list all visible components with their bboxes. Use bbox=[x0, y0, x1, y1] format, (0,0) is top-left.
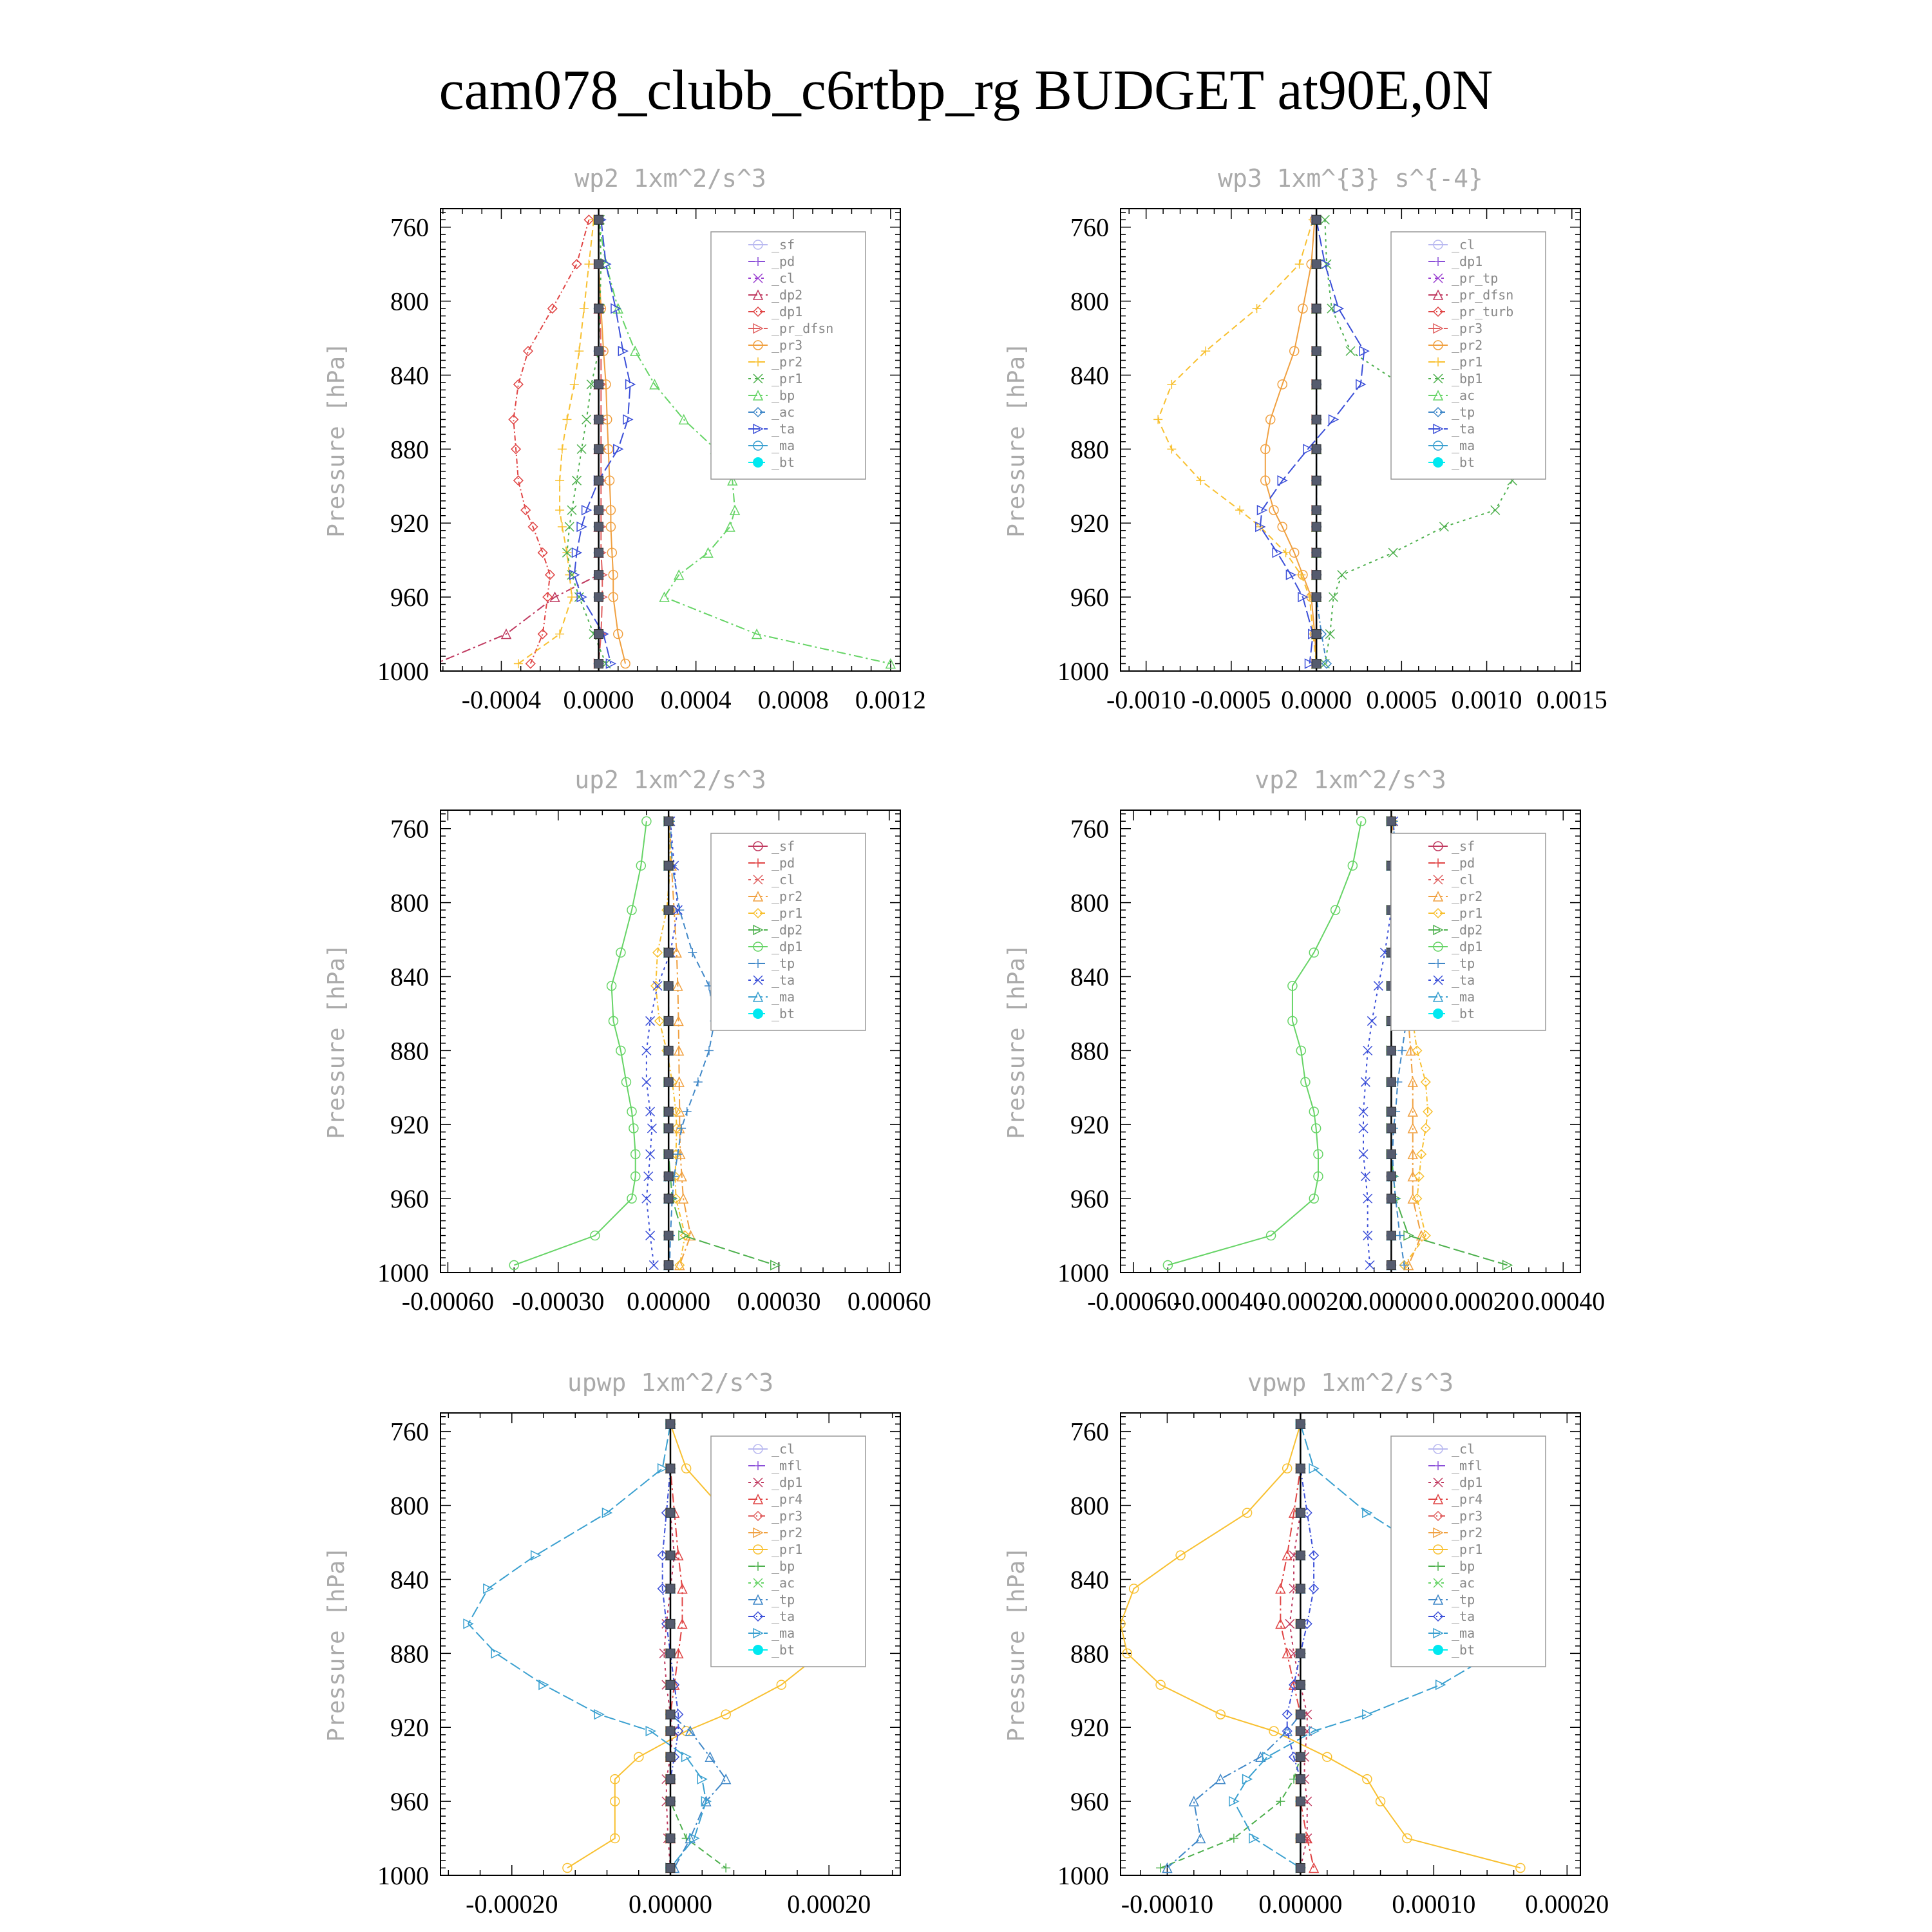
zero-marker bbox=[1312, 571, 1321, 580]
legend-label: _bt bbox=[772, 1006, 795, 1021]
legend-label: _pr2 bbox=[772, 889, 803, 904]
legend-label: _dp1 bbox=[1452, 939, 1483, 954]
x-tick-label: 0.00000 bbox=[629, 1889, 712, 1918]
legend-label: _mfl bbox=[1452, 1458, 1483, 1473]
legend-label: _ma bbox=[1452, 989, 1475, 1005]
legend-label: _dp2 bbox=[772, 287, 803, 303]
figure-title: cam078_clubb_c6rtbp_rg BUDGET at90E,0N bbox=[439, 59, 1493, 122]
legend-marker bbox=[753, 457, 763, 468]
zero-marker bbox=[594, 476, 603, 485]
y-tick-label: 840 bbox=[1070, 1565, 1109, 1595]
legend-label: _dp1 bbox=[1452, 1475, 1483, 1490]
x-tick-label: 0.00060 bbox=[847, 1287, 931, 1316]
x-tick-label: 0.0000 bbox=[1281, 685, 1352, 714]
legend-label: _sf bbox=[772, 838, 795, 854]
zero-marker bbox=[1387, 1261, 1396, 1270]
y-tick-label: 880 bbox=[1070, 1036, 1109, 1066]
zero-marker bbox=[594, 630, 603, 639]
zero-marker bbox=[1312, 260, 1321, 269]
y-axis-label: Pressure [hPa] bbox=[323, 342, 350, 538]
y-tick-label: 760 bbox=[390, 213, 429, 242]
panel-1 bbox=[323, 164, 926, 714]
x-tick-label: -0.00030 bbox=[512, 1287, 605, 1316]
legend-label: _dp2 bbox=[772, 922, 803, 938]
legend-label: _ac bbox=[772, 1575, 795, 1591]
legend-label: _cl bbox=[1452, 872, 1475, 887]
y-tick-label: 880 bbox=[390, 435, 429, 464]
legend-label: _bt bbox=[1452, 455, 1475, 470]
zero-marker bbox=[1387, 1194, 1396, 1203]
legend-label: _sf bbox=[1452, 838, 1475, 854]
panel-title: wp3 1xm^{3} s^{-4} bbox=[1218, 164, 1483, 193]
zero-marker bbox=[1387, 1124, 1396, 1133]
y-tick-label: 920 bbox=[1070, 1713, 1109, 1743]
zero-marker bbox=[664, 1124, 673, 1133]
zero-marker bbox=[594, 380, 603, 389]
legend-label: _ta bbox=[1452, 421, 1475, 437]
legend-label: _ta bbox=[1452, 972, 1475, 988]
panel-5 bbox=[323, 1368, 900, 1918]
legend bbox=[1391, 833, 1546, 1030]
legend-label: _ta bbox=[772, 972, 795, 988]
panel-4 bbox=[1003, 766, 1605, 1316]
x-tick-label: -0.00060 bbox=[401, 1287, 495, 1316]
legend-label: _cl bbox=[772, 872, 795, 887]
zero-marker bbox=[594, 346, 603, 355]
x-tick-label: 0.00000 bbox=[627, 1287, 711, 1316]
y-tick-label: 760 bbox=[390, 814, 429, 844]
legend-label: _cl bbox=[772, 270, 795, 286]
x-tick-label: 0.00020 bbox=[1435, 1287, 1519, 1316]
legend-label: _ta bbox=[772, 1609, 795, 1624]
legend-label: _ma bbox=[1452, 438, 1475, 453]
zero-marker bbox=[594, 506, 603, 515]
x-tick-label: -0.00010 bbox=[1121, 1889, 1214, 1918]
y-tick-label: 800 bbox=[1070, 888, 1109, 918]
x-tick-label: 0.0015 bbox=[1536, 685, 1607, 714]
y-tick-label: 920 bbox=[390, 509, 429, 538]
x-tick-label: 0.00010 bbox=[1392, 1889, 1476, 1918]
legend bbox=[711, 232, 866, 479]
y-tick-label: 1000 bbox=[377, 657, 429, 686]
legend-label: _mfl bbox=[772, 1458, 803, 1473]
legend-label: _tp bbox=[1452, 956, 1475, 971]
zero-marker bbox=[1312, 415, 1321, 424]
zero-marker bbox=[594, 592, 603, 601]
zero-marker bbox=[1296, 1864, 1305, 1873]
zero-marker bbox=[666, 1710, 675, 1719]
zero-marker bbox=[1296, 1775, 1305, 1784]
y-axis-label: Pressure [hPa] bbox=[1003, 1546, 1030, 1742]
zero-marker bbox=[1296, 1551, 1305, 1560]
zero-marker bbox=[1387, 817, 1396, 826]
zero-marker bbox=[666, 1619, 675, 1628]
legend-label: _bp bbox=[772, 1558, 795, 1574]
zero-marker bbox=[594, 415, 603, 424]
zero-marker bbox=[664, 817, 673, 826]
zero-marker bbox=[666, 1727, 675, 1736]
y-tick-label: 760 bbox=[1070, 814, 1109, 844]
legend-label: _pr4 bbox=[1452, 1492, 1483, 1507]
zero-marker bbox=[666, 1752, 675, 1761]
legend-label: _pr1 bbox=[772, 1542, 803, 1557]
legend-label: _pr1 bbox=[1452, 905, 1483, 921]
legend-label: _dp2 bbox=[1452, 922, 1483, 938]
y-tick-label: 800 bbox=[390, 287, 429, 316]
legend-label: _dp1 bbox=[772, 1475, 803, 1490]
legend-label: _pr2 bbox=[1452, 337, 1483, 353]
y-tick-label: 920 bbox=[390, 1713, 429, 1743]
y-tick-label: 960 bbox=[1070, 583, 1109, 612]
legend-marker bbox=[1433, 1009, 1443, 1019]
legend-label: _bt bbox=[1452, 1642, 1475, 1658]
x-tick-label: -0.0005 bbox=[1191, 685, 1271, 714]
zero-marker bbox=[1296, 1419, 1305, 1428]
zero-marker bbox=[664, 981, 673, 990]
zero-marker bbox=[1296, 1508, 1305, 1517]
zero-marker bbox=[1296, 1752, 1305, 1761]
y-tick-label: 880 bbox=[1070, 1639, 1109, 1669]
zero-marker bbox=[1312, 630, 1321, 639]
y-tick-label: 800 bbox=[1070, 287, 1109, 316]
x-tick-label: 0.0004 bbox=[660, 685, 732, 714]
x-tick-label: 0.0008 bbox=[757, 685, 829, 714]
legend-label: _pr2 bbox=[1452, 889, 1483, 904]
data-point-dp2 bbox=[431, 659, 440, 668]
legend-label: _dp1 bbox=[772, 939, 803, 954]
y-tick-label: 960 bbox=[1070, 1184, 1109, 1214]
zero-marker bbox=[594, 548, 603, 557]
legend-label: _tp bbox=[772, 1592, 795, 1607]
y-tick-label: 840 bbox=[390, 962, 429, 992]
x-tick-label: 0.00040 bbox=[1521, 1287, 1605, 1316]
legend-label: _pr2 bbox=[772, 1525, 803, 1540]
y-axis-label: Pressure [hPa] bbox=[323, 1546, 350, 1742]
legend-label: _ta bbox=[772, 421, 795, 437]
zero-marker bbox=[664, 905, 673, 914]
x-tick-label: -0.0004 bbox=[461, 685, 542, 714]
legend-label: _ma bbox=[772, 438, 795, 453]
legend-label: _pr3 bbox=[1452, 321, 1483, 336]
legend-marker bbox=[753, 1009, 763, 1019]
zero-marker bbox=[1312, 506, 1321, 515]
zero-marker bbox=[664, 948, 673, 957]
legend-label: _pr_turb bbox=[1452, 304, 1514, 319]
zero-marker bbox=[1296, 1649, 1305, 1658]
y-tick-label: 840 bbox=[390, 361, 429, 390]
zero-marker bbox=[664, 861, 673, 870]
zero-marker bbox=[1296, 1727, 1305, 1736]
zero-marker bbox=[1312, 380, 1321, 389]
zero-marker bbox=[1312, 592, 1321, 601]
panel-6 bbox=[1003, 1368, 1609, 1918]
legend-label: _bt bbox=[772, 455, 795, 470]
y-tick-label: 760 bbox=[390, 1417, 429, 1446]
y-tick-label: 840 bbox=[390, 1565, 429, 1595]
zero-marker bbox=[594, 304, 603, 313]
zero-marker bbox=[1312, 476, 1321, 485]
y-tick-label: 880 bbox=[390, 1036, 429, 1066]
zero-marker bbox=[594, 215, 603, 224]
zero-marker bbox=[666, 1834, 675, 1843]
zero-marker bbox=[664, 1016, 673, 1025]
y-tick-label: 920 bbox=[1070, 509, 1109, 538]
legend-label: _sf bbox=[772, 237, 795, 252]
y-tick-label: 800 bbox=[390, 1491, 429, 1520]
zero-marker bbox=[594, 571, 603, 580]
legend bbox=[711, 1436, 866, 1667]
zero-marker bbox=[666, 1680, 675, 1689]
y-tick-label: 920 bbox=[1070, 1110, 1109, 1140]
y-axis-label: Pressure [hPa] bbox=[1003, 943, 1030, 1139]
panel-title: upwp 1xm^2/s^3 bbox=[567, 1368, 774, 1397]
y-tick-label: 880 bbox=[390, 1639, 429, 1669]
x-tick-label: -0.00020 bbox=[466, 1889, 558, 1918]
legend-label: _dp1 bbox=[772, 304, 803, 319]
legend bbox=[711, 833, 866, 1030]
y-tick-label: 800 bbox=[1070, 1491, 1109, 1520]
x-tick-label: 0.00020 bbox=[787, 1889, 871, 1918]
legend-label: _ma bbox=[1452, 1625, 1475, 1641]
legend-label: _ma bbox=[772, 989, 795, 1005]
zero-marker bbox=[664, 1046, 673, 1055]
x-tick-label: 0.00000 bbox=[1258, 1889, 1343, 1918]
x-tick-label: -0.0010 bbox=[1106, 685, 1186, 714]
zero-marker bbox=[664, 1077, 673, 1086]
panel-2 bbox=[1003, 164, 1607, 714]
zero-marker bbox=[1312, 346, 1321, 355]
legend-marker bbox=[753, 1645, 763, 1655]
zero-marker bbox=[1296, 1797, 1305, 1806]
zero-marker bbox=[666, 1419, 675, 1428]
legend-label: _ac bbox=[1452, 388, 1475, 403]
zero-marker bbox=[664, 1194, 673, 1203]
zero-marker bbox=[594, 444, 603, 453]
zero-marker bbox=[666, 1464, 675, 1473]
legend-label: _tp bbox=[772, 956, 795, 971]
y-axis-label: Pressure [hPa] bbox=[323, 943, 350, 1139]
y-tick-label: 1000 bbox=[1057, 1861, 1109, 1890]
x-tick-label: 0.0010 bbox=[1451, 685, 1522, 714]
y-tick-label: 960 bbox=[390, 1787, 429, 1817]
legend-label: _pd bbox=[1452, 855, 1475, 871]
zero-marker bbox=[666, 1797, 675, 1806]
y-tick-label: 1000 bbox=[1057, 657, 1109, 686]
legend bbox=[1391, 1436, 1546, 1667]
zero-marker bbox=[1312, 548, 1321, 557]
zero-marker bbox=[1296, 1834, 1305, 1843]
legend-label: _tp bbox=[1452, 1592, 1475, 1607]
zero-marker bbox=[666, 1508, 675, 1517]
legend-label: _bt bbox=[772, 1642, 795, 1658]
legend-label: _pr2 bbox=[772, 354, 803, 370]
legend-marker bbox=[1433, 457, 1443, 468]
y-tick-label: 960 bbox=[390, 583, 429, 612]
legend-label: _ac bbox=[772, 404, 795, 420]
y-tick-label: 760 bbox=[1070, 1417, 1109, 1446]
zero-marker bbox=[664, 1107, 673, 1116]
legend-label: _pr_dfsn bbox=[1452, 287, 1514, 303]
zero-marker bbox=[1312, 304, 1321, 313]
y-tick-label: 1000 bbox=[377, 1258, 429, 1287]
zero-marker bbox=[1296, 1710, 1305, 1719]
zero-marker bbox=[1312, 444, 1321, 453]
zero-marker bbox=[664, 1231, 673, 1240]
y-tick-label: 800 bbox=[390, 888, 429, 918]
panel-title: up2 1xm^2/s^3 bbox=[574, 766, 766, 794]
zero-marker bbox=[1296, 1680, 1305, 1689]
legend-label: _bp bbox=[1452, 1558, 1475, 1574]
legend-label: _pr_dfsn bbox=[772, 321, 834, 336]
y-tick-label: 960 bbox=[390, 1184, 429, 1214]
legend-label: _pr1 bbox=[1452, 354, 1483, 370]
legend-label: _pr1 bbox=[772, 371, 803, 386]
legend-label: _ta bbox=[1452, 1609, 1475, 1624]
y-axis-label: Pressure [hPa] bbox=[1003, 342, 1030, 538]
zero-marker bbox=[1312, 522, 1321, 531]
zero-marker bbox=[664, 1261, 673, 1270]
x-tick-label: 0.00000 bbox=[1349, 1287, 1434, 1316]
legend-label: _tp bbox=[1452, 404, 1475, 420]
zero-marker bbox=[664, 1172, 673, 1181]
panel-3 bbox=[323, 766, 931, 1316]
zero-marker bbox=[666, 1551, 675, 1560]
legend-label: _pr3 bbox=[1452, 1508, 1483, 1524]
x-tick-label: 0.0005 bbox=[1366, 685, 1437, 714]
legend-label: _cl bbox=[1452, 237, 1475, 252]
panel-title: wp2 1xm^2/s^3 bbox=[574, 164, 766, 193]
zero-marker bbox=[594, 260, 603, 269]
legend-label: _cl bbox=[1452, 1441, 1475, 1457]
zero-marker bbox=[664, 1150, 673, 1159]
zero-marker bbox=[666, 1649, 675, 1658]
x-tick-label: 0.0012 bbox=[855, 685, 926, 714]
zero-marker bbox=[1296, 1619, 1305, 1628]
x-tick-label: 0.0000 bbox=[563, 685, 634, 714]
x-tick-label: -0.00020 bbox=[1259, 1287, 1352, 1316]
x-tick-label: 0.00020 bbox=[1525, 1889, 1609, 1918]
y-tick-label: 840 bbox=[1070, 361, 1109, 390]
legend-label: _pr3 bbox=[772, 1508, 803, 1524]
legend-label: _bt bbox=[1452, 1006, 1475, 1021]
legend-label: _pd bbox=[772, 254, 795, 269]
y-tick-label: 920 bbox=[390, 1110, 429, 1140]
panel-title: vpwp 1xm^2/s^3 bbox=[1247, 1368, 1454, 1397]
y-tick-label: 760 bbox=[1070, 213, 1109, 242]
zero-marker bbox=[1387, 1046, 1396, 1055]
legend-label: _pr_tp bbox=[1452, 270, 1499, 286]
legend-label: _bp bbox=[772, 388, 795, 403]
legend-marker bbox=[1433, 1645, 1443, 1655]
legend-label: _dp1 bbox=[1452, 254, 1483, 269]
legend-label: _pr1 bbox=[1452, 1542, 1483, 1557]
x-tick-label: 0.00030 bbox=[737, 1287, 821, 1316]
legend-label: _ma bbox=[772, 1625, 795, 1641]
legend-label: _bp1 bbox=[1452, 371, 1483, 386]
zero-marker bbox=[666, 1775, 675, 1784]
y-tick-label: 960 bbox=[1070, 1787, 1109, 1817]
zero-marker bbox=[1387, 1107, 1396, 1116]
y-tick-label: 840 bbox=[1070, 962, 1109, 992]
y-tick-label: 880 bbox=[1070, 435, 1109, 464]
zero-marker bbox=[666, 1584, 675, 1593]
legend-label: _pr3 bbox=[772, 337, 803, 353]
zero-marker bbox=[1387, 1172, 1396, 1181]
legend-label: _ac bbox=[1452, 1575, 1475, 1591]
legend bbox=[1391, 232, 1546, 479]
x-tick-label: -0.00040 bbox=[1173, 1287, 1266, 1316]
x-tick-label: -0.00060 bbox=[1087, 1287, 1180, 1316]
legend-label: _pd bbox=[772, 855, 795, 871]
zero-marker bbox=[594, 659, 603, 668]
y-tick-label: 1000 bbox=[377, 1861, 429, 1890]
zero-marker bbox=[1387, 1231, 1396, 1240]
legend-label: _pr1 bbox=[772, 905, 803, 921]
zero-marker bbox=[1312, 215, 1321, 224]
zero-marker bbox=[1312, 659, 1321, 668]
legend-label: _cl bbox=[772, 1441, 795, 1457]
y-tick-label: 1000 bbox=[1057, 1258, 1109, 1287]
legend-label: _pr2 bbox=[1452, 1525, 1483, 1540]
zero-marker bbox=[1387, 1150, 1396, 1159]
zero-marker bbox=[666, 1864, 675, 1873]
panel-title: vp2 1xm^2/s^3 bbox=[1255, 766, 1446, 794]
zero-marker bbox=[1387, 1077, 1396, 1086]
zero-marker bbox=[594, 522, 603, 531]
legend-label: _pr4 bbox=[772, 1492, 803, 1507]
zero-marker bbox=[1296, 1464, 1305, 1473]
zero-marker bbox=[1296, 1584, 1305, 1593]
